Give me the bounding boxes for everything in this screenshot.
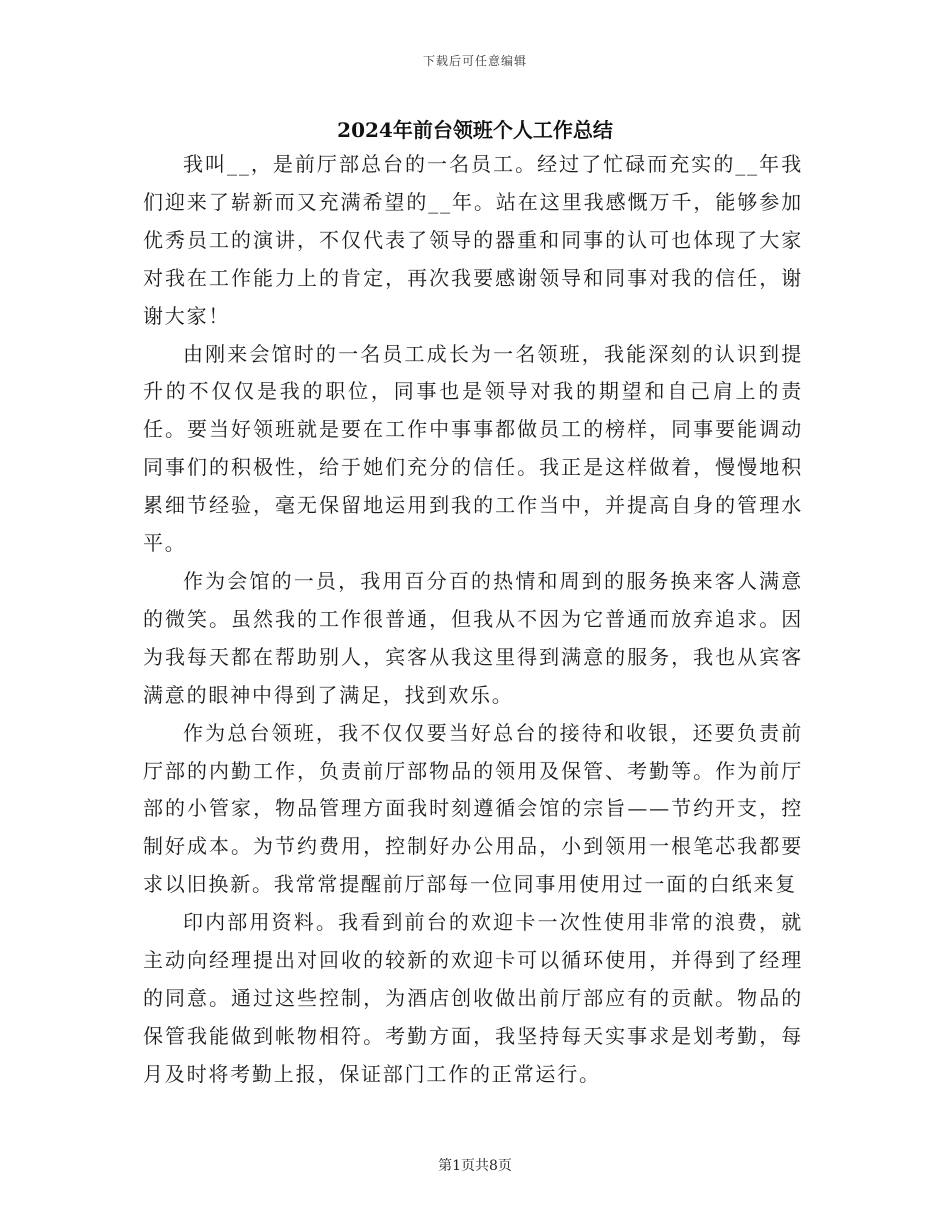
paragraph-1: 我叫__，是前厅部总台的一名员工。经过了忙碌而充实的__年我们迎来了崭新而又充满希望的__年。站在这里我感慨万千，能够参加优秀员工的演讲，不仅代表了领导的器重和同事的认可也体现了大家对我在工作能力上的肯定，再次我要感谢领导和同事对我的信任，谢谢大家！ xyxy=(143,152,803,328)
document-body xyxy=(143,146,803,1094)
paragraph-3: 作为会馆的一员，我用百分百的热情和周到的服务换来客人满意的微笑。虽然我的工作很普通，但我从不因为它普通而放弃追求。因为我每天都在帮助别人，宾客从我这里得到满意的服务，我也从宾客满意的眼神中得到了满足，找到欢乐。 xyxy=(143,568,803,707)
page-indicator: 第1页共8页 xyxy=(438,1158,512,1174)
document-title: 2024年前台领班个人工作总结 xyxy=(337,118,613,142)
paragraph-5: 印内部用资料。我看到前台的欢迎卡一次性使用非常的浪费，就主动向经理提出对回收的较新的欢迎卡可以循环使用，并得到了经理的同意。通过这些控制，为酒店创收做出前厅部应有的贡献。物品的保管我能做到帐物相符。考勤方面，我坚持每天实事求是划考勤，每月及时将考勤上报，保证部门工作的正常运行。 xyxy=(143,910,803,1086)
paragraph-4: 作为总台领班，我不仅仅要当好总台的接待和收银，还要负责前厅部的内勤工作，负责前厅部物品的领用及保管、考勤等。作为前厅部的小管家，物品管理方面我时刻遵循会馆的宗旨——节约开支，控制好成本。为节约费用，控制好办公用品，小到领用一根笔芯我都要求以旧换新。我常常提醒前厅部每一位同事用使用过一面的白纸来复 xyxy=(143,720,803,897)
header-note: 下载后可任意编辑 xyxy=(422,54,527,68)
paragraph-2: 由刚来会馆时的一名员工成长为一名领班，我能深刻的认识到提升的不仅仅是我的职位，同事也是领导对我的期望和自己肩上的责任。要当好领班就是要在工作中事事都做员工的榜样，同事要能调动同事们的积极性，给于她们充分的信任。我正是这样做着，慢慢地积累细节经验，毫无保留地运用到我的工作当中，并提高自身的管理水平。 xyxy=(143,341,803,556)
